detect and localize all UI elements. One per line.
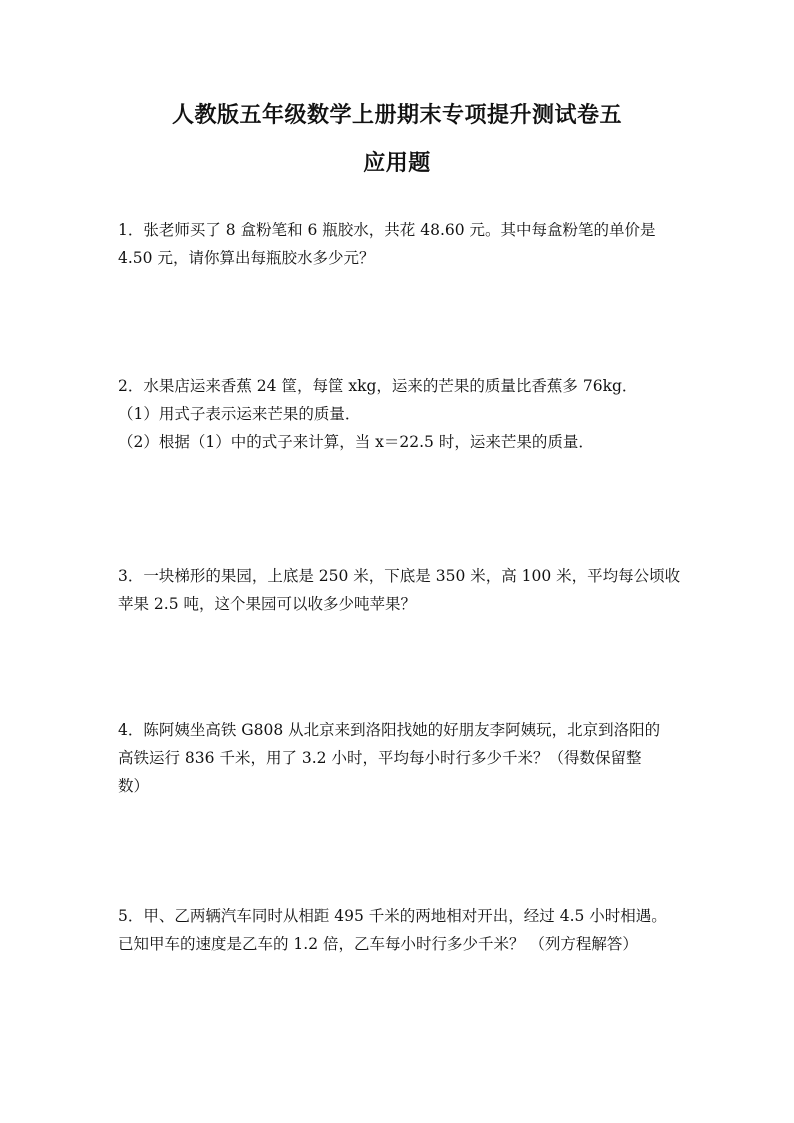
question-line: 2．水果店运来香蕉 24 筐，每筐 xkg，运来的芒果的质量比香蕉多 76kg． (118, 377, 638, 395)
page-subtitle: 应用题 (363, 150, 431, 176)
question-line: 苹果 2.5 吨，这个果园可以收多少吨苹果？ (118, 595, 417, 613)
question-4 (118, 716, 688, 800)
question-5 (118, 902, 688, 958)
question-line: 5．甲、乙两辆汽车同时从相距 495 千米的两地相对开出，经过 4.5 小时相遇。 (118, 907, 667, 925)
question-line: 4．陈阿姨坐高铁 G808 从北京来到洛阳找她的好朋友李阿姨玩，北京到洛阳的 (118, 721, 661, 739)
question-subpart: （2）根据（1）中的式子来计算，当 x＝22.5 时，运来芒果的质量． (118, 433, 594, 451)
question-line: 3．一块梯形的果园，上底是 250 米，下底是 350 米，高 100 米，平均每公顷收 (118, 567, 681, 585)
question-subpart: （1）用式子表示运来芒果的质量． (118, 405, 361, 423)
question-line: 高铁运行 836 千米，用了 3.2 小时，平均每小时行多少千米？（得数保留整 (118, 749, 642, 767)
question-line: 4.50 元，请你算出每瓶胶水多少元？ (118, 249, 375, 267)
question-line: 数） (118, 777, 150, 795)
question-line: 1．张老师买了 8 盒粉笔和 6 瓶胶水，共花 48.60 元。其中每盒粉笔的单价是 (118, 221, 656, 239)
question-line: 已知甲车的速度是乙车的 1.2 倍，乙车每小时行多少千米？ （列方程解答） (118, 935, 638, 953)
question-1 (118, 216, 688, 272)
question-3 (118, 562, 688, 618)
page-title: 人教版五年级数学上册期末专项提升测试卷五 (171, 102, 622, 128)
question-2 (118, 372, 688, 456)
